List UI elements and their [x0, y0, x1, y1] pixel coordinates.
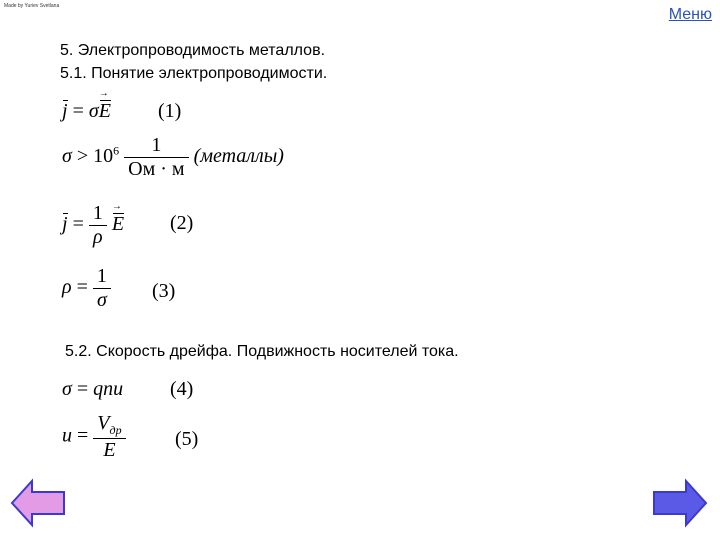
equation-metals: $\sigma > 10^6$ $\frac{1}{Ом \cdot м}$ (металлы) [62, 134, 284, 180]
section-title: 5. Электропроводимость металлов. [60, 42, 326, 59]
equation-2-number: (2) [170, 212, 194, 234]
section-2-title: 5.2. Скорость дрейфа. Подвижность носителей тока. [65, 343, 459, 360]
metals-note: (металлы) [193, 145, 284, 168]
equation-3: ρ = $\frac{1}{\sigma}$ [62, 265, 111, 312]
equation-5-number: (5) [175, 428, 199, 450]
unit-denominator: Ом · м [128, 158, 185, 180]
equation-3-number: (3) [152, 280, 176, 302]
drift-subscript: др [109, 423, 122, 437]
author-credit: Made by Yuriev Svetlana [4, 3, 60, 9]
back-arrow-icon[interactable] [10, 478, 66, 528]
unit-fraction: $\frac{1}{Ом \cdot м}$ [124, 134, 188, 181]
equation-1: j = σE → [62, 100, 111, 123]
equation-2: j = $\frac{1}{\rho}$ E → [62, 202, 124, 249]
equation-4-number: (4) [170, 378, 194, 400]
section-subtitle: 5.1. Понятие электропроводимости. [60, 65, 328, 82]
equation-4: σ = qnu [62, 378, 124, 400]
power-exponent: 6 [113, 143, 120, 158]
menu-link[interactable]: Меню [668, 6, 712, 23]
equation-1-number: (1) [158, 100, 182, 122]
forward-arrow-icon[interactable] [652, 478, 708, 528]
equation-5: u = $\frac{V_{др}}{E}$ [62, 412, 126, 462]
